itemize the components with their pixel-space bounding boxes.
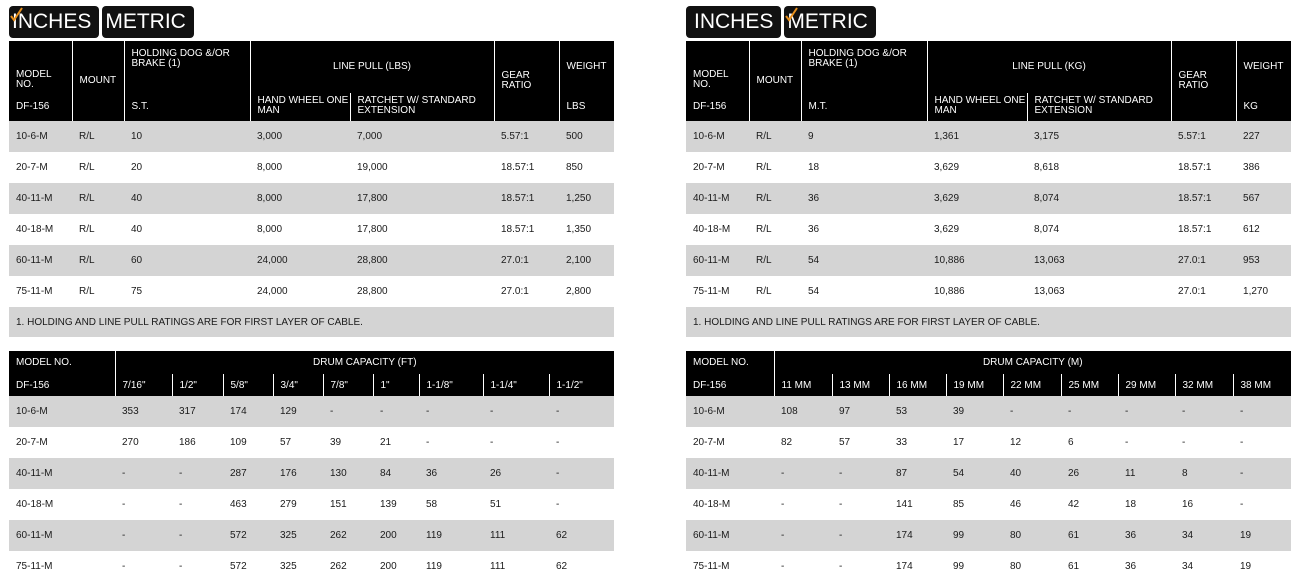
header-mount: MOUNT (749, 41, 801, 121)
cell-capacity: - (556, 499, 560, 510)
cell-capacity: 53 (889, 396, 946, 427)
check-icon (10, 7, 23, 23)
cell-capacity: 46 (1010, 499, 1022, 510)
cell-capacity: - (781, 561, 785, 572)
header-holding-unit: S.T. (124, 93, 250, 121)
tab-metric-label: METRIC (787, 10, 868, 33)
cell-hand-wheel: 10,886 (934, 286, 965, 297)
specs-table (9, 41, 614, 337)
cell-capacity: 200 (373, 520, 419, 551)
cell-mount: R/L (756, 224, 772, 235)
cell-capacity: 18 (1125, 499, 1137, 510)
drum-capacity-table (686, 351, 1291, 582)
table-row (686, 214, 1291, 245)
header-holding: HOLDING DOG &/OR BRAKE (1) (801, 41, 927, 93)
footnote: 1. HOLDING AND LINE PULL RATINGS ARE FOR FIRST LAYER OF CABLE. (9, 307, 614, 337)
cell-capacity: - (549, 458, 614, 489)
cell-model: 75-11-M (16, 561, 53, 572)
tab-inches-label: INCHES (12, 10, 92, 33)
cell-hand-wheel: 3,629 (927, 183, 1027, 214)
cell-capacity: - (115, 458, 172, 489)
drum-header-series: DF-156 (9, 374, 115, 396)
cell-hand-wheel: 3,629 (934, 224, 960, 235)
cell-gear-ratio: 18.57:1 (501, 162, 535, 173)
cell-capacity: 99 (953, 561, 965, 572)
header-series: DF-156 (686, 93, 749, 121)
cell-mount: R/L (72, 183, 124, 214)
cell-capacity: 174 (889, 520, 946, 551)
cell-capacity: 51 (490, 499, 502, 510)
cell-capacity: - (839, 499, 843, 510)
table-row (686, 427, 1291, 458)
cell-capacity: - (1233, 458, 1291, 489)
table-row (686, 121, 1291, 152)
cell-capacity: 17 (953, 437, 965, 448)
cell-capacity: 119 (426, 561, 442, 572)
table-row (9, 245, 614, 276)
cell-weight: 500 (559, 121, 614, 152)
cell-holding: 10 (124, 121, 250, 152)
specs-table (686, 41, 1291, 337)
cell-capacity: 97 (832, 396, 889, 427)
table-row (686, 245, 1291, 276)
cell-model: 60-11-M (9, 520, 115, 551)
cell-capacity: 58 (426, 499, 438, 510)
footnote: 1. HOLDING AND LINE PULL RATINGS ARE FOR FIRST LAYER OF CABLE. (686, 307, 1291, 337)
cell-weight: 850 (566, 162, 583, 173)
cell-model: 60-11-M (9, 245, 72, 276)
cell-hand-wheel: 3,000 (250, 121, 350, 152)
header-hand-wheel: HAND WHEEL ONE MAN (927, 93, 1027, 121)
cell-mount: R/L (79, 224, 95, 235)
cell-hand-wheel: 8,000 (257, 162, 283, 173)
drum-capacity-table (9, 351, 614, 582)
header-holding-unit: M.T. (801, 93, 927, 121)
cell-capacity: 325 (273, 520, 323, 551)
cell-capacity: 36 (1125, 561, 1137, 572)
header-mount: MOUNT (72, 41, 124, 121)
header-weight-unit: LBS (559, 93, 614, 121)
cell-capacity: - (832, 520, 889, 551)
cell-capacity: 572 (230, 561, 247, 572)
cell-hand-wheel: 24,000 (257, 286, 288, 297)
cell-capacity: 111 (483, 520, 549, 551)
cell-capacity: 287 (223, 458, 273, 489)
cell-capacity: 119 (419, 520, 483, 551)
cell-ratchet: 8,074 (1034, 224, 1060, 235)
cell-gear-ratio: 5.57:1 (1171, 121, 1236, 152)
cell-mount: R/L (756, 286, 772, 297)
cell-capacity: 19 (1240, 561, 1252, 572)
cell-holding: 54 (801, 245, 927, 276)
drum-size-header: 1/2" (172, 374, 223, 396)
cell-capacity: - (1061, 396, 1118, 427)
cell-capacity: 174 (223, 396, 273, 427)
cell-gear-ratio: 18.57:1 (1178, 162, 1212, 173)
table-row (686, 551, 1291, 582)
tab-metric[interactable] (102, 6, 194, 38)
cell-capacity: 463 (230, 499, 247, 510)
cell-gear-ratio: 18.57:1 (1178, 224, 1212, 235)
cell-capacity: 80 (1010, 561, 1022, 572)
tab-metric-label: METRIC (105, 10, 186, 33)
cell-capacity: 39 (330, 437, 342, 448)
drum-header-model: MODEL NO. (686, 351, 774, 374)
header-model: MODEL NO. (686, 41, 749, 93)
cell-capacity: - (172, 458, 223, 489)
header-weight-unit: KG (1236, 93, 1291, 121)
cell-capacity: 26 (483, 458, 549, 489)
cell-ratchet: 28,800 (357, 286, 388, 297)
cell-model: 40-11-M (9, 458, 115, 489)
cell-model: 20-7-M (693, 437, 725, 448)
cell-capacity: 109 (230, 437, 247, 448)
cell-model: 10-6-M (686, 121, 749, 152)
cell-weight: 1,350 (566, 224, 592, 235)
cell-hand-wheel: 8,000 (250, 183, 350, 214)
cell-weight: 567 (1236, 183, 1291, 214)
cell-capacity: 279 (280, 499, 297, 510)
cell-ratchet: 19,000 (357, 162, 388, 173)
table-row (9, 121, 614, 152)
cell-model: 75-11-M (693, 561, 730, 572)
cell-capacity: 8 (1175, 458, 1233, 489)
cell-capacity: 317 (172, 396, 223, 427)
cell-ratchet: 13,063 (1034, 286, 1065, 297)
cell-model: 40-18-M (16, 499, 54, 510)
cell-capacity: 176 (273, 458, 323, 489)
cell-holding: 18 (808, 162, 820, 173)
table-row (686, 276, 1291, 307)
cell-capacity: - (832, 458, 889, 489)
cell-mount: R/L (749, 183, 801, 214)
cell-weight: 227 (1236, 121, 1291, 152)
tab-inches-label: INCHES (694, 10, 774, 33)
header-ratchet: RATCHET W/ STANDARD EXTENSION (350, 93, 494, 121)
header-line-pull: LINE PULL (KG) (927, 41, 1171, 93)
cell-capacity: 42 (1068, 499, 1080, 510)
cell-ratchet: 13,063 (1027, 245, 1171, 276)
cell-capacity: - (179, 499, 183, 510)
cell-capacity: - (1125, 437, 1129, 448)
header-holding: HOLDING DOG &/OR BRAKE (1) (124, 41, 250, 93)
cell-capacity: 61 (1068, 561, 1080, 572)
cell-holding: 36 (808, 224, 820, 235)
cell-capacity: - (122, 561, 126, 572)
drum-size-header: 5/8" (223, 374, 273, 396)
cell-ratchet: 28,800 (350, 245, 494, 276)
cell-capacity: 85 (953, 499, 965, 510)
cell-capacity: 141 (896, 499, 913, 510)
table-row (686, 489, 1291, 520)
cell-capacity: 353 (115, 396, 172, 427)
drum-size-header: 7/8" (323, 374, 373, 396)
cell-weight: 612 (1243, 224, 1260, 235)
table-row (9, 427, 614, 458)
drum-header-capacity: DRUM CAPACITY (M) (774, 351, 1291, 374)
table-row (686, 183, 1291, 214)
table-row (9, 276, 614, 307)
cell-capacity: 151 (330, 499, 347, 510)
cell-capacity: - (419, 396, 483, 427)
table-row (9, 551, 614, 582)
cell-mount: R/L (72, 245, 124, 276)
cell-capacity: 200 (380, 561, 397, 572)
cell-hand-wheel: 10,886 (927, 245, 1027, 276)
cell-capacity: 174 (896, 561, 913, 572)
cell-ratchet: 8,618 (1034, 162, 1060, 173)
check-icon (785, 7, 798, 23)
cell-capacity: 61 (1061, 520, 1118, 551)
cell-gear-ratio: 27.0:1 (501, 286, 529, 297)
table-row (9, 214, 614, 245)
cell-capacity: 87 (889, 458, 946, 489)
header-ratchet: RATCHET W/ STANDARD EXTENSION (1027, 93, 1171, 121)
cell-capacity: 108 (774, 396, 832, 427)
cell-gear-ratio: 5.57:1 (494, 121, 559, 152)
cell-mount: R/L (79, 286, 95, 297)
drum-size-header: 19 MM (946, 374, 1003, 396)
cell-capacity: - (774, 520, 832, 551)
cell-capacity: 40 (1003, 458, 1061, 489)
cell-capacity: - (774, 458, 832, 489)
cell-model: 40-18-M (693, 224, 731, 235)
cell-mount: R/L (72, 121, 124, 152)
drum-header-model: MODEL NO. (9, 351, 115, 374)
table-row (9, 520, 614, 551)
header-model: MODEL NO. (9, 41, 72, 93)
cell-capacity: 57 (280, 437, 292, 448)
cell-capacity: 270 (122, 437, 139, 448)
cell-gear-ratio: 18.57:1 (501, 224, 535, 235)
tab-inches[interactable] (686, 6, 781, 38)
cell-capacity: 6 (1068, 437, 1074, 448)
cell-holding: 60 (124, 245, 250, 276)
cell-holding: 36 (801, 183, 927, 214)
cell-holding: 40 (124, 183, 250, 214)
cell-capacity: 82 (781, 437, 793, 448)
cell-capacity: - (1233, 396, 1291, 427)
drum-size-header: 13 MM (832, 374, 889, 396)
drum-size-header: 1-1/4" (483, 374, 549, 396)
cell-capacity: 54 (946, 458, 1003, 489)
cell-model: 10-6-M (9, 121, 72, 152)
cell-capacity: - (179, 561, 183, 572)
cell-ratchet: 17,800 (357, 224, 388, 235)
table-row (686, 458, 1291, 489)
cell-capacity: 84 (373, 458, 419, 489)
cell-model: 75-11-M (16, 286, 53, 297)
cell-capacity: 572 (223, 520, 273, 551)
cell-capacity: 36 (419, 458, 483, 489)
cell-gear-ratio: 27.0:1 (1178, 286, 1206, 297)
cell-model: 20-7-M (16, 162, 48, 173)
drum-size-header: 1-1/2" (549, 374, 614, 396)
cell-capacity: - (426, 437, 430, 448)
drum-size-header: 3/4" (273, 374, 323, 396)
cell-capacity: 325 (280, 561, 297, 572)
header-gear-ratio: GEAR RATIO (494, 41, 559, 121)
cell-capacity: - (556, 437, 560, 448)
tab-inches[interactable] (9, 6, 99, 38)
table-row (9, 396, 614, 427)
cell-mount: R/L (79, 162, 95, 173)
cell-capacity: - (1118, 396, 1175, 427)
cell-model: 40-18-M (693, 499, 731, 510)
cell-model: 20-7-M (693, 162, 725, 173)
cell-capacity: 130 (323, 458, 373, 489)
cell-gear-ratio: 18.57:1 (494, 183, 559, 214)
cell-holding: 9 (801, 121, 927, 152)
cell-capacity: - (1175, 396, 1233, 427)
cell-hand-wheel: 1,361 (927, 121, 1027, 152)
table-row (9, 489, 614, 520)
drum-size-header: 29 MM (1118, 374, 1175, 396)
cell-capacity: 21 (380, 437, 392, 448)
cell-gear-ratio: 27.0:1 (1171, 245, 1236, 276)
cell-capacity: 262 (323, 520, 373, 551)
cell-capacity: 186 (179, 437, 196, 448)
cell-hand-wheel: 24,000 (250, 245, 350, 276)
cell-capacity: 262 (330, 561, 347, 572)
drum-size-header: 16 MM (889, 374, 946, 396)
cell-capacity: 111 (490, 561, 506, 572)
cell-model: 60-11-M (686, 245, 749, 276)
cell-capacity: 36 (1118, 520, 1175, 551)
table-row (9, 458, 614, 489)
cell-model: 40-11-M (9, 183, 72, 214)
cell-capacity: - (1182, 437, 1186, 448)
cell-weight: 1,270 (1243, 286, 1269, 297)
inches-panel (9, 6, 614, 582)
drum-size-header: 22 MM (1003, 374, 1061, 396)
cell-capacity: 62 (556, 561, 568, 572)
cell-holding: 40 (131, 224, 143, 235)
cell-hand-wheel: 8,000 (257, 224, 283, 235)
cell-capacity: 139 (380, 499, 397, 510)
table-row (686, 396, 1291, 427)
cell-model: 10-6-M (686, 396, 774, 427)
cell-capacity: 33 (896, 437, 908, 448)
cell-hand-wheel: 3,629 (934, 162, 960, 173)
cell-ratchet: 7,000 (350, 121, 494, 152)
cell-capacity: 129 (273, 396, 323, 427)
cell-capacity: 34 (1182, 561, 1194, 572)
drum-size-header: 38 MM (1233, 374, 1291, 396)
cell-capacity: 62 (549, 520, 614, 551)
drum-size-header: 25 MM (1061, 374, 1118, 396)
cell-capacity: - (122, 499, 126, 510)
cell-model: 40-18-M (16, 224, 54, 235)
cell-mount: R/L (756, 162, 772, 173)
cell-weight: 2,100 (559, 245, 614, 276)
cell-gear-ratio: 27.0:1 (494, 245, 559, 276)
cell-mount: R/L (749, 245, 801, 276)
cell-capacity: 39 (946, 396, 1003, 427)
footnote-row (686, 307, 1291, 337)
header-weight: WEIGHT (1236, 41, 1291, 93)
cell-capacity: 12 (1010, 437, 1022, 448)
header-line-pull: LINE PULL (LBS) (250, 41, 494, 93)
cell-capacity: 34 (1175, 520, 1233, 551)
cell-capacity: - (839, 561, 843, 572)
cell-capacity: 16 (1182, 499, 1194, 510)
metric-panel (686, 6, 1291, 582)
cell-capacity: - (483, 396, 549, 427)
cell-weight: 2,800 (566, 286, 592, 297)
cell-capacity: - (373, 396, 419, 427)
cell-capacity: - (115, 520, 172, 551)
drum-header-capacity: DRUM CAPACITY (FT) (115, 351, 614, 374)
cell-gear-ratio: 18.57:1 (1171, 183, 1236, 214)
cell-capacity: - (490, 437, 494, 448)
table-row (9, 152, 614, 183)
cell-capacity: - (549, 396, 614, 427)
table-row (686, 520, 1291, 551)
drum-size-header: 7/16" (115, 374, 172, 396)
drum-size-header: 32 MM (1175, 374, 1233, 396)
cell-model: 10-6-M (9, 396, 115, 427)
cell-holding: 20 (131, 162, 143, 173)
cell-capacity: 19 (1233, 520, 1291, 551)
drum-size-header: 1" (373, 374, 419, 396)
header-weight: WEIGHT (559, 41, 614, 93)
table-row (686, 152, 1291, 183)
cell-model: 20-7-M (16, 437, 48, 448)
cell-capacity: - (1003, 396, 1061, 427)
table-row (9, 183, 614, 214)
drum-header-series: DF-156 (686, 374, 774, 396)
header-series: DF-156 (9, 93, 72, 121)
cell-ratchet: 3,175 (1027, 121, 1171, 152)
cell-model: 60-11-M (686, 520, 774, 551)
cell-capacity: 99 (946, 520, 1003, 551)
cell-weight: 953 (1236, 245, 1291, 276)
unit-tabs (686, 6, 1291, 38)
cell-capacity: 26 (1061, 458, 1118, 489)
cell-ratchet: 8,074 (1027, 183, 1171, 214)
cell-capacity: - (323, 396, 373, 427)
cell-weight: 1,250 (559, 183, 614, 214)
tab-metric[interactable] (784, 6, 876, 38)
unit-tabs (9, 6, 614, 38)
cell-holding: 54 (808, 286, 820, 297)
cell-holding: 75 (131, 286, 143, 297)
cell-capacity: 80 (1003, 520, 1061, 551)
cell-capacity: 57 (839, 437, 851, 448)
cell-model: 40-11-M (686, 458, 774, 489)
cell-capacity: - (1240, 499, 1244, 510)
cell-model: 75-11-M (693, 286, 730, 297)
drum-size-header: 1-1/8" (419, 374, 483, 396)
cell-mount: R/L (749, 121, 801, 152)
drum-size-header: 11 MM (774, 374, 832, 396)
header-gear-ratio: GEAR RATIO (1171, 41, 1236, 121)
cell-capacity: - (1240, 437, 1244, 448)
cell-capacity: - (172, 520, 223, 551)
header-hand-wheel: HAND WHEEL ONE MAN (250, 93, 350, 121)
cell-capacity: 11 (1118, 458, 1175, 489)
cell-capacity: - (781, 499, 785, 510)
footnote-row (9, 307, 614, 337)
cell-weight: 386 (1243, 162, 1260, 173)
cell-model: 40-11-M (686, 183, 749, 214)
cell-ratchet: 17,800 (350, 183, 494, 214)
